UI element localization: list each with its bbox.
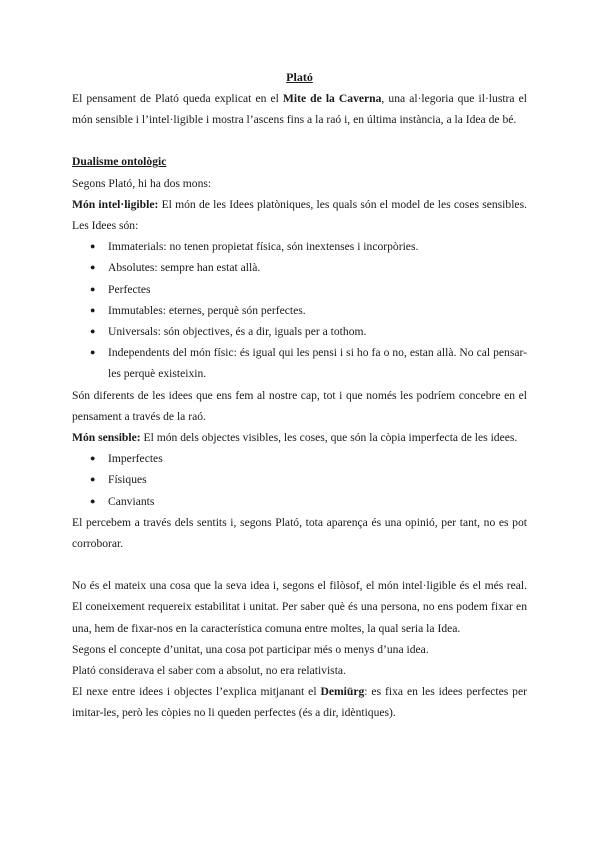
- demiurg-text-post: : es fixa en les idees perfectes per imitar-les, però les còpies no li queden perfectes (és a dir, idèntiques).: [72, 685, 527, 720]
- bullet-icon: ●: [90, 304, 96, 315]
- list-item: [90, 321, 527, 342]
- intro-paragraph: [72, 88, 527, 130]
- list-item: [90, 300, 527, 321]
- perception-paragraph: El percebem a través dels sentits i, segons Plató, tota aparença és una opinió, per tant, no es pot corroborar.: [72, 515, 527, 551]
- bullet-icon: ●: [90, 262, 96, 273]
- list-item-text: Immutables: eternes, perquè són perfectes.: [108, 303, 306, 317]
- intro-text-pre: El pensament de Plató queda explicat en el: [72, 92, 283, 105]
- bullet-icon: ●: [90, 495, 96, 506]
- intel-text: El món de les Idees platòniques, les quals són el model de les coses sensibles. Les Idees són:: [72, 197, 527, 233]
- page-title: Plató: [286, 70, 313, 84]
- bullet-icon: ●: [90, 326, 96, 337]
- list-item: [90, 236, 527, 257]
- demiurg-bold: Demiürg: [320, 685, 365, 699]
- list-item: [90, 257, 527, 278]
- list-item-text: Independents del món físic: és igual qui les pensi i si ho fa o no, estan allà. No cal pensar-les perquè existeixin.: [108, 346, 527, 381]
- spacer: [72, 130, 527, 151]
- absolute-knowledge-paragraph: Plató considerava el saber com a absolut, no era relativista.: [72, 664, 346, 678]
- bullet-icon: ●: [90, 474, 96, 485]
- difference-paragraph: Són diferents de les idees que ens fem al nostre cap, tot i que només les podríem concebre en el pensament a través de la raó.: [72, 388, 527, 423]
- bullet-icon: ●: [90, 241, 96, 252]
- bullet-icon: ●: [90, 347, 96, 358]
- demiurg-text-pre: El nexe entre idees i objectes l’explica mitjanant el: [72, 685, 321, 699]
- two-worlds-line: Segons Plató, hi ha dos mons:: [72, 176, 212, 190]
- unity-paragraph: Segons el concepte d’unitat, una cosa pot participar més o menys d’una idea.: [72, 642, 429, 656]
- list-item: [90, 469, 527, 490]
- list-item-text: Físiques: [108, 473, 147, 487]
- intro-text-post: , una al·legoria que il·lustra el món sensible i l’intel·ligible i mostra l’ascens fins a la raó i, en última instància, a la Idea de bé.: [72, 92, 527, 127]
- list-item: [90, 342, 527, 384]
- list-item: [90, 491, 527, 512]
- list-item-text: Immaterials: no tenen propietat física, són inextenses i incorpòries.: [108, 240, 419, 254]
- intel-paragraph: [72, 194, 527, 236]
- list-item: [90, 279, 527, 300]
- intro-bold: Mite de la Caverna: [282, 92, 382, 105]
- sens-paragraph: [72, 427, 527, 448]
- intel-label: Món intel·ligible:: [72, 197, 159, 211]
- sens-list: [72, 448, 527, 512]
- demiurg-paragraph: [72, 681, 527, 723]
- list-item-text: Canviants: [108, 494, 155, 508]
- list-item-text: Absolutes: sempre han estat allà.: [108, 261, 261, 275]
- intel-list: [72, 236, 527, 384]
- section-heading-dualisme: Dualisme ontològic: [72, 155, 167, 169]
- list-item: [90, 448, 527, 469]
- list-item-text: Perfectes: [108, 282, 151, 296]
- sens-label: Món sensible:: [72, 431, 141, 445]
- bullet-icon: ●: [90, 453, 96, 464]
- list-item-text: Universals: són objectives, és a dir, iguals per a tothom.: [108, 325, 367, 339]
- spacer: [72, 554, 527, 575]
- list-item-text: Imperfectes: [108, 452, 163, 466]
- sens-text: El món dels objectes visibles, les coses, que són la còpia imperfecta de les idees.: [140, 431, 518, 445]
- bullet-icon: ●: [90, 283, 96, 294]
- idea-reality-paragraph: No és el mateix una cosa que la seva idea i, segons el filòsof, el món intel·ligible és el més real. El coneixement requereix estabilitat i unitat. Per saber què és una persona, no ens podem fixar en una, hem de fixar-nos en la característica comuna entre moltes, la qual seria la Idea.: [72, 579, 527, 635]
